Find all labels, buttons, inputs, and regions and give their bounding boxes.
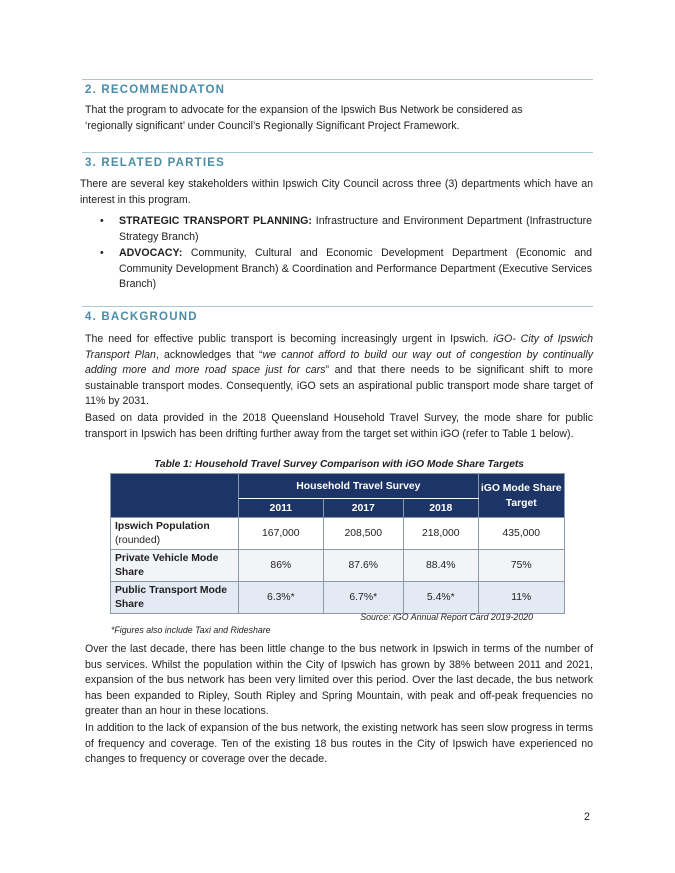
section-heading-recommendation: 2. RECOMMENDATON xyxy=(85,84,226,96)
row-label: Ipswich Population (rounded) xyxy=(111,518,239,550)
background-paragraph-4: In addition to the lack of expansion of the bus network, the existing network has seen slow progress in terms of frequency and coverage. Ten of the existing 18 bus routes in the City of Ipswich have experienced no changes to frequency or coverage over the decade. xyxy=(85,722,593,765)
year-header: 2017 xyxy=(323,499,403,518)
table-caption: Table 1: Household Travel Survey Comparison with iGO Mode Share Targets xyxy=(154,459,524,470)
table-footnote: *Figures also include Taxi and Rideshare xyxy=(111,625,271,635)
table-cell: 208,500 xyxy=(323,518,403,550)
row-label: Public Transport Mode Share xyxy=(111,582,239,614)
table-cell: 218,000 xyxy=(404,518,479,550)
table-cell: 87.6% xyxy=(323,550,403,582)
stakeholder-label: STRATEGIC TRANSPORT PLANNING: xyxy=(119,215,312,227)
bullet-icon: • xyxy=(100,215,104,227)
section-divider xyxy=(82,306,593,307)
table-row xyxy=(111,518,565,550)
stakeholder-text: Community, Cultural and Economic Development Department (Economic and Community Development Branch) & Coordination and Performance Department (Executive Services Branch) xyxy=(119,247,592,290)
list-item xyxy=(100,214,592,245)
section-divider xyxy=(82,152,593,153)
stakeholder-list xyxy=(100,214,592,293)
background-paragraph-2: Based on data provided in the 2018 Queensland Household Travel Survey, the mode share for public transport in Ipswich has been drifting further away from the target set within iGO (refer to Table 1 below). xyxy=(85,412,593,440)
background-paragraph-3: Over the last decade, there has been little change to the bus network in Ipswich in terms of the number of bus services. Whilst the population within the City of Ipswich has grown by 38% between 2011 and 2021, expansion of the bus network has been very limited over this period. Over the last decade, the bus network has been expanded to Ripley, South Ripley and Spring Mountain, with peak and off-peak frequencies no greater than an hour in these locations. xyxy=(85,643,593,717)
table-row xyxy=(111,582,565,614)
plan-quote: we cannot afford to build our way out of congestion by continually adding more and more road space just for cars xyxy=(85,348,593,376)
section-divider xyxy=(82,79,593,80)
section-heading-related-parties: 3. RELATED PARTIES xyxy=(85,157,226,169)
table-cell: 11% xyxy=(478,582,564,614)
plan-title: iGO- City of Ipswich Transport Plan xyxy=(85,333,593,361)
table-cell: 86% xyxy=(239,550,323,582)
travel-survey-table xyxy=(110,473,565,614)
page-number: 2 xyxy=(584,811,590,823)
table-row xyxy=(111,550,565,582)
row-label: Private Vehicle Mode Share xyxy=(111,550,239,582)
year-header: 2011 xyxy=(239,499,323,518)
table-corner-cell xyxy=(111,474,239,518)
recommendation-text: That the program to advocate for the expansion of the Ipswich Bus Network be considered as ‘regionally significant’ under Council’s Regionally Significant Project Framework. xyxy=(85,104,523,132)
list-item xyxy=(100,246,592,293)
bullet-icon: • xyxy=(100,247,104,259)
table-cell: 6.7%* xyxy=(323,582,403,614)
background-paragraph-1: The need for effective public transport is becoming increasingly urgent in Ipswich. iGO- City of Ipswich Transport Plan, acknowledges that “we cannot afford to build our way out of congestion by continually adding more and more road space just for cars” and that there needs to be significant shift to more sustainable transport modes. Consequently, iGO sets an aspirational public transport mode share target of 11% by 2031. xyxy=(85,333,594,407)
section-heading-background: 4. BACKGROUND xyxy=(85,311,198,323)
stakeholder-label: ADVOCACY: xyxy=(119,247,183,259)
stakeholder-text: Infrastructure and Environment Department (Infrastructure Strategy Branch) xyxy=(119,215,593,243)
table-cell: 167,000 xyxy=(239,518,323,550)
table-cell: 6.3%* xyxy=(239,582,323,614)
table-source: Source: iGO Annual Report Card 2019-2020 xyxy=(360,612,533,622)
target-header: iGO Mode Share Target xyxy=(478,474,564,518)
year-header: 2018 xyxy=(404,499,479,518)
table-cell: 435,000 xyxy=(478,518,564,550)
household-survey-header: Household Travel Survey xyxy=(239,474,478,499)
table-cell: 5.4%* xyxy=(404,582,479,614)
table-cell: 75% xyxy=(478,550,564,582)
related-parties-intro: There are several key stakeholders within Ipswich City Council across three (3) departments which have an interest in this program. xyxy=(80,178,593,206)
table-cell: 88.4% xyxy=(404,550,479,582)
